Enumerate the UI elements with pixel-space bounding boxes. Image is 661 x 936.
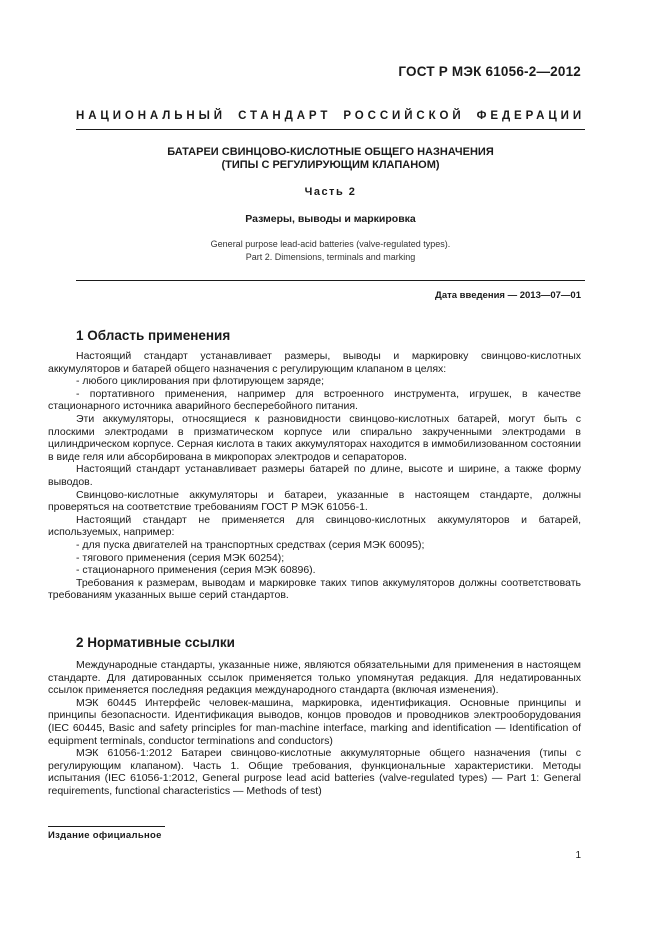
list-item: - для пуска двигателей на транспортных средствах (серия МЭК 60095); <box>76 538 425 551</box>
edition-label: Издание официальное <box>48 830 162 841</box>
subtitle: Размеры, выводы и маркировка <box>245 213 416 225</box>
list-item: - любого циклирования при флотирующем заряде; <box>76 375 324 388</box>
section-2-heading: 2 Нормативные ссылки <box>76 635 235 650</box>
list-item: - тягового применения (серия МЭК 60254); <box>76 551 285 564</box>
date-rule <box>76 280 585 281</box>
paragraph: Международные стандарты, указанные ниже, являются обязательными для применения в настоящем стандарте. Для датированных ссылок применяется только упомянутая редакция. Для недатированных ссылок применяется последняя редакция международного стандарта (включая изменения). <box>48 659 581 697</box>
english-title-line-1: General purpose lead-acid batteries (valve-regulated types). <box>210 239 451 249</box>
part-label: Часть 2 <box>304 186 357 198</box>
national-standard-banner: НАЦИОНАЛЬНЫЙ СТАНДАРТ РОССИЙСКОЙ ФЕДЕРАЦИИ <box>76 110 585 122</box>
english-title-line-2: Part 2. Dimensions, terminals and marking <box>245 252 416 262</box>
header-rule <box>76 129 585 130</box>
section-2-body <box>48 659 581 798</box>
paragraph: Настоящий стандарт устанавливает размеры, выводы и маркировку свинцово-кислотных аккумуляторов и батарей общего назначения с регулирующим клапаном в целях: <box>48 350 581 375</box>
list-item: - стационарного применения (серия МЭК 60896). <box>76 564 316 577</box>
page-number: 1 <box>575 850 581 861</box>
paragraph: МЭК 61056-1:2012 Батареи свинцово-кислотные аккумуляторные общего назначения (типы с регулирующим клапаном). Часть 1. Общие требования, функциональные характеристики. Методы испытания (IEC 61056-1:2012, General purpose lead acid batteries (valve-regulated types) — Part 1: General requirements, functional characteristics — Methods of test) <box>48 747 581 797</box>
title-block <box>76 146 585 264</box>
title-line-2: (ТИПЫ С РЕГУЛИРУЮЩИМ КЛАПАНОМ) <box>221 159 440 171</box>
section-1-body <box>48 350 581 602</box>
paragraph: Свинцово-кислотные аккумуляторы и батареи, указанные в настоящем стандарте, должны проверяться на соответствие требованиям ГОСТ Р МЭК 61056-1. <box>48 488 581 514</box>
list-item: - портативного применения, например для встроенного инструмента, игрушек, в качестве стационарного источника аварийного бесперебойного питания. <box>48 387 581 413</box>
paragraph: МЭК 60445 Интерфейс человек-машина, маркировка, идентификация. Основные принципы и принципы безопасности. Идентификация выводов, концов проводов и проводников электрооборудования (IEC 60445, Basic and safety principles for man-machine interface, marking and identification — Identification of equipment terminals, conductor terminations and conductors) <box>48 696 581 747</box>
effective-date: Дата введения — 2013—07—01 <box>435 290 581 301</box>
paragraph: Эти аккумуляторы, относящиеся к разновидности свинцово-кислотных батарей, могут быть с плоскими электродами в призматическом корпусе или спирально закрученными электродами в цилиндрическом корпусе. Серная кислота в таких аккумуляторах находится в иммобилизованном состоянии в виде геля или абсорбирована в микропорах электродов и сепараторов. <box>48 412 581 463</box>
paragraph: Настоящий стандарт не применяется для свинцово-кислотных аккумуляторов и батарей, используемых, например: <box>48 513 581 539</box>
title-line-1: БАТАРЕИ СВИНЦОВО-КИСЛОТНЫЕ ОБЩЕГО НАЗНАЧЕНИЯ <box>167 146 494 158</box>
section-1-heading: 1 Область применения <box>76 328 231 343</box>
footer-rule <box>48 826 165 827</box>
document-code: ГОСТ Р МЭК 61056-2—2012 <box>398 64 581 79</box>
paragraph: Настоящий стандарт устанавливает размеры батарей по длине, высоте и ширине, а также форму выводов. <box>48 463 581 488</box>
section-1-heading-wrap <box>48 328 581 343</box>
paragraph: Требования к размерам, выводам и маркировке таких типов аккумуляторов должны соответствовать требованиям указанных выше серий стандартов. <box>48 576 581 602</box>
section-2-heading-wrap <box>48 635 581 650</box>
